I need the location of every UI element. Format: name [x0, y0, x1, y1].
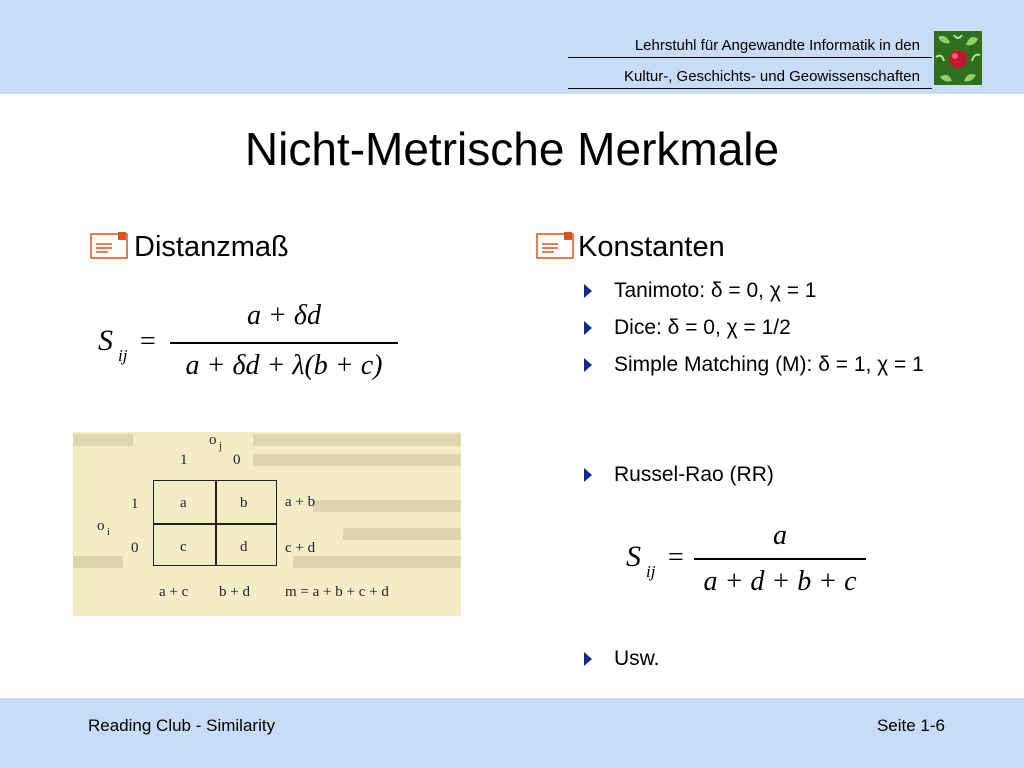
triangle-bullet-icon: [584, 321, 592, 335]
triangle-bullet-icon: [584, 284, 592, 298]
formula-equals: =: [140, 326, 156, 357]
col-label-0: 0: [233, 452, 241, 468]
bullet-icon: [90, 232, 128, 260]
cell-d: d: [240, 539, 248, 555]
col-header-sub: j: [219, 440, 223, 452]
header-chair-line2: Kultur-, Geschichts- und Geowissenschaften: [624, 68, 920, 85]
item-simple-matching: Simple Matching (M): δ = 1, χ = 1: [614, 353, 924, 376]
col-header: o: [209, 432, 217, 448]
header-rule-top: [568, 57, 932, 58]
item-tanimoto: Tanimoto: δ = 0, χ = 1: [614, 279, 817, 302]
header-chair-line1: Lehrstuhl für Angewandte Informatik in den: [634, 37, 920, 54]
item-usw: Usw.: [614, 647, 660, 670]
formula-lhs: S: [626, 540, 641, 573]
fraction-bar: [694, 558, 866, 560]
row-header-sub: i: [107, 526, 111, 538]
footer-page-number: Seite 1-6: [876, 716, 945, 735]
formula-lhs-sub: ij: [118, 346, 128, 365]
formula-denominator: a + d + b + c: [703, 566, 857, 597]
col-label-1: 1: [180, 452, 188, 468]
fraction-bar: [170, 342, 398, 344]
row-header: o: [97, 518, 105, 534]
row-sum-0: c + d: [285, 540, 316, 556]
col-sum-0: b + d: [219, 584, 250, 600]
heading-konstanten: Konstanten: [578, 231, 725, 263]
formula-lhs: S: [98, 324, 113, 357]
heading-distanzmass: Distanzmaß: [134, 231, 289, 263]
item-dice: Dice: δ = 0, χ = 1/2: [614, 316, 791, 339]
footer-title: Reading Club - Similarity: [88, 716, 276, 735]
university-logo: [934, 31, 982, 85]
cell-c: c: [180, 539, 187, 555]
row-sum-1: a + b: [285, 494, 316, 510]
bullet-icon: [536, 232, 574, 260]
cell-b: b: [240, 495, 248, 511]
col-sum-1: a + c: [159, 584, 189, 600]
contingency-grid: [153, 480, 277, 566]
formula-lhs-sub: ij: [646, 562, 656, 581]
header-rule-bottom: [568, 88, 932, 89]
cell-a: a: [180, 495, 187, 511]
slide-title: Nicht-Metrische Merkmale: [244, 123, 780, 175]
formula-numerator: a + δd: [247, 300, 321, 331]
item-russel-rao: Russel-Rao (RR): [614, 463, 774, 486]
formula-denominator: a + δd + λ(b + c): [185, 350, 383, 381]
contingency-table-image: [73, 432, 461, 616]
formula-numerator: a: [773, 520, 787, 551]
triangle-bullet-icon: [584, 468, 592, 482]
row-label-0: 0: [131, 540, 139, 556]
triangle-bullet-icon: [584, 358, 592, 372]
triangle-bullet-icon: [584, 652, 592, 666]
formula-equals: =: [668, 542, 684, 573]
table-total: m = a + b + c + d: [285, 584, 389, 600]
row-label-1: 1: [131, 496, 139, 512]
